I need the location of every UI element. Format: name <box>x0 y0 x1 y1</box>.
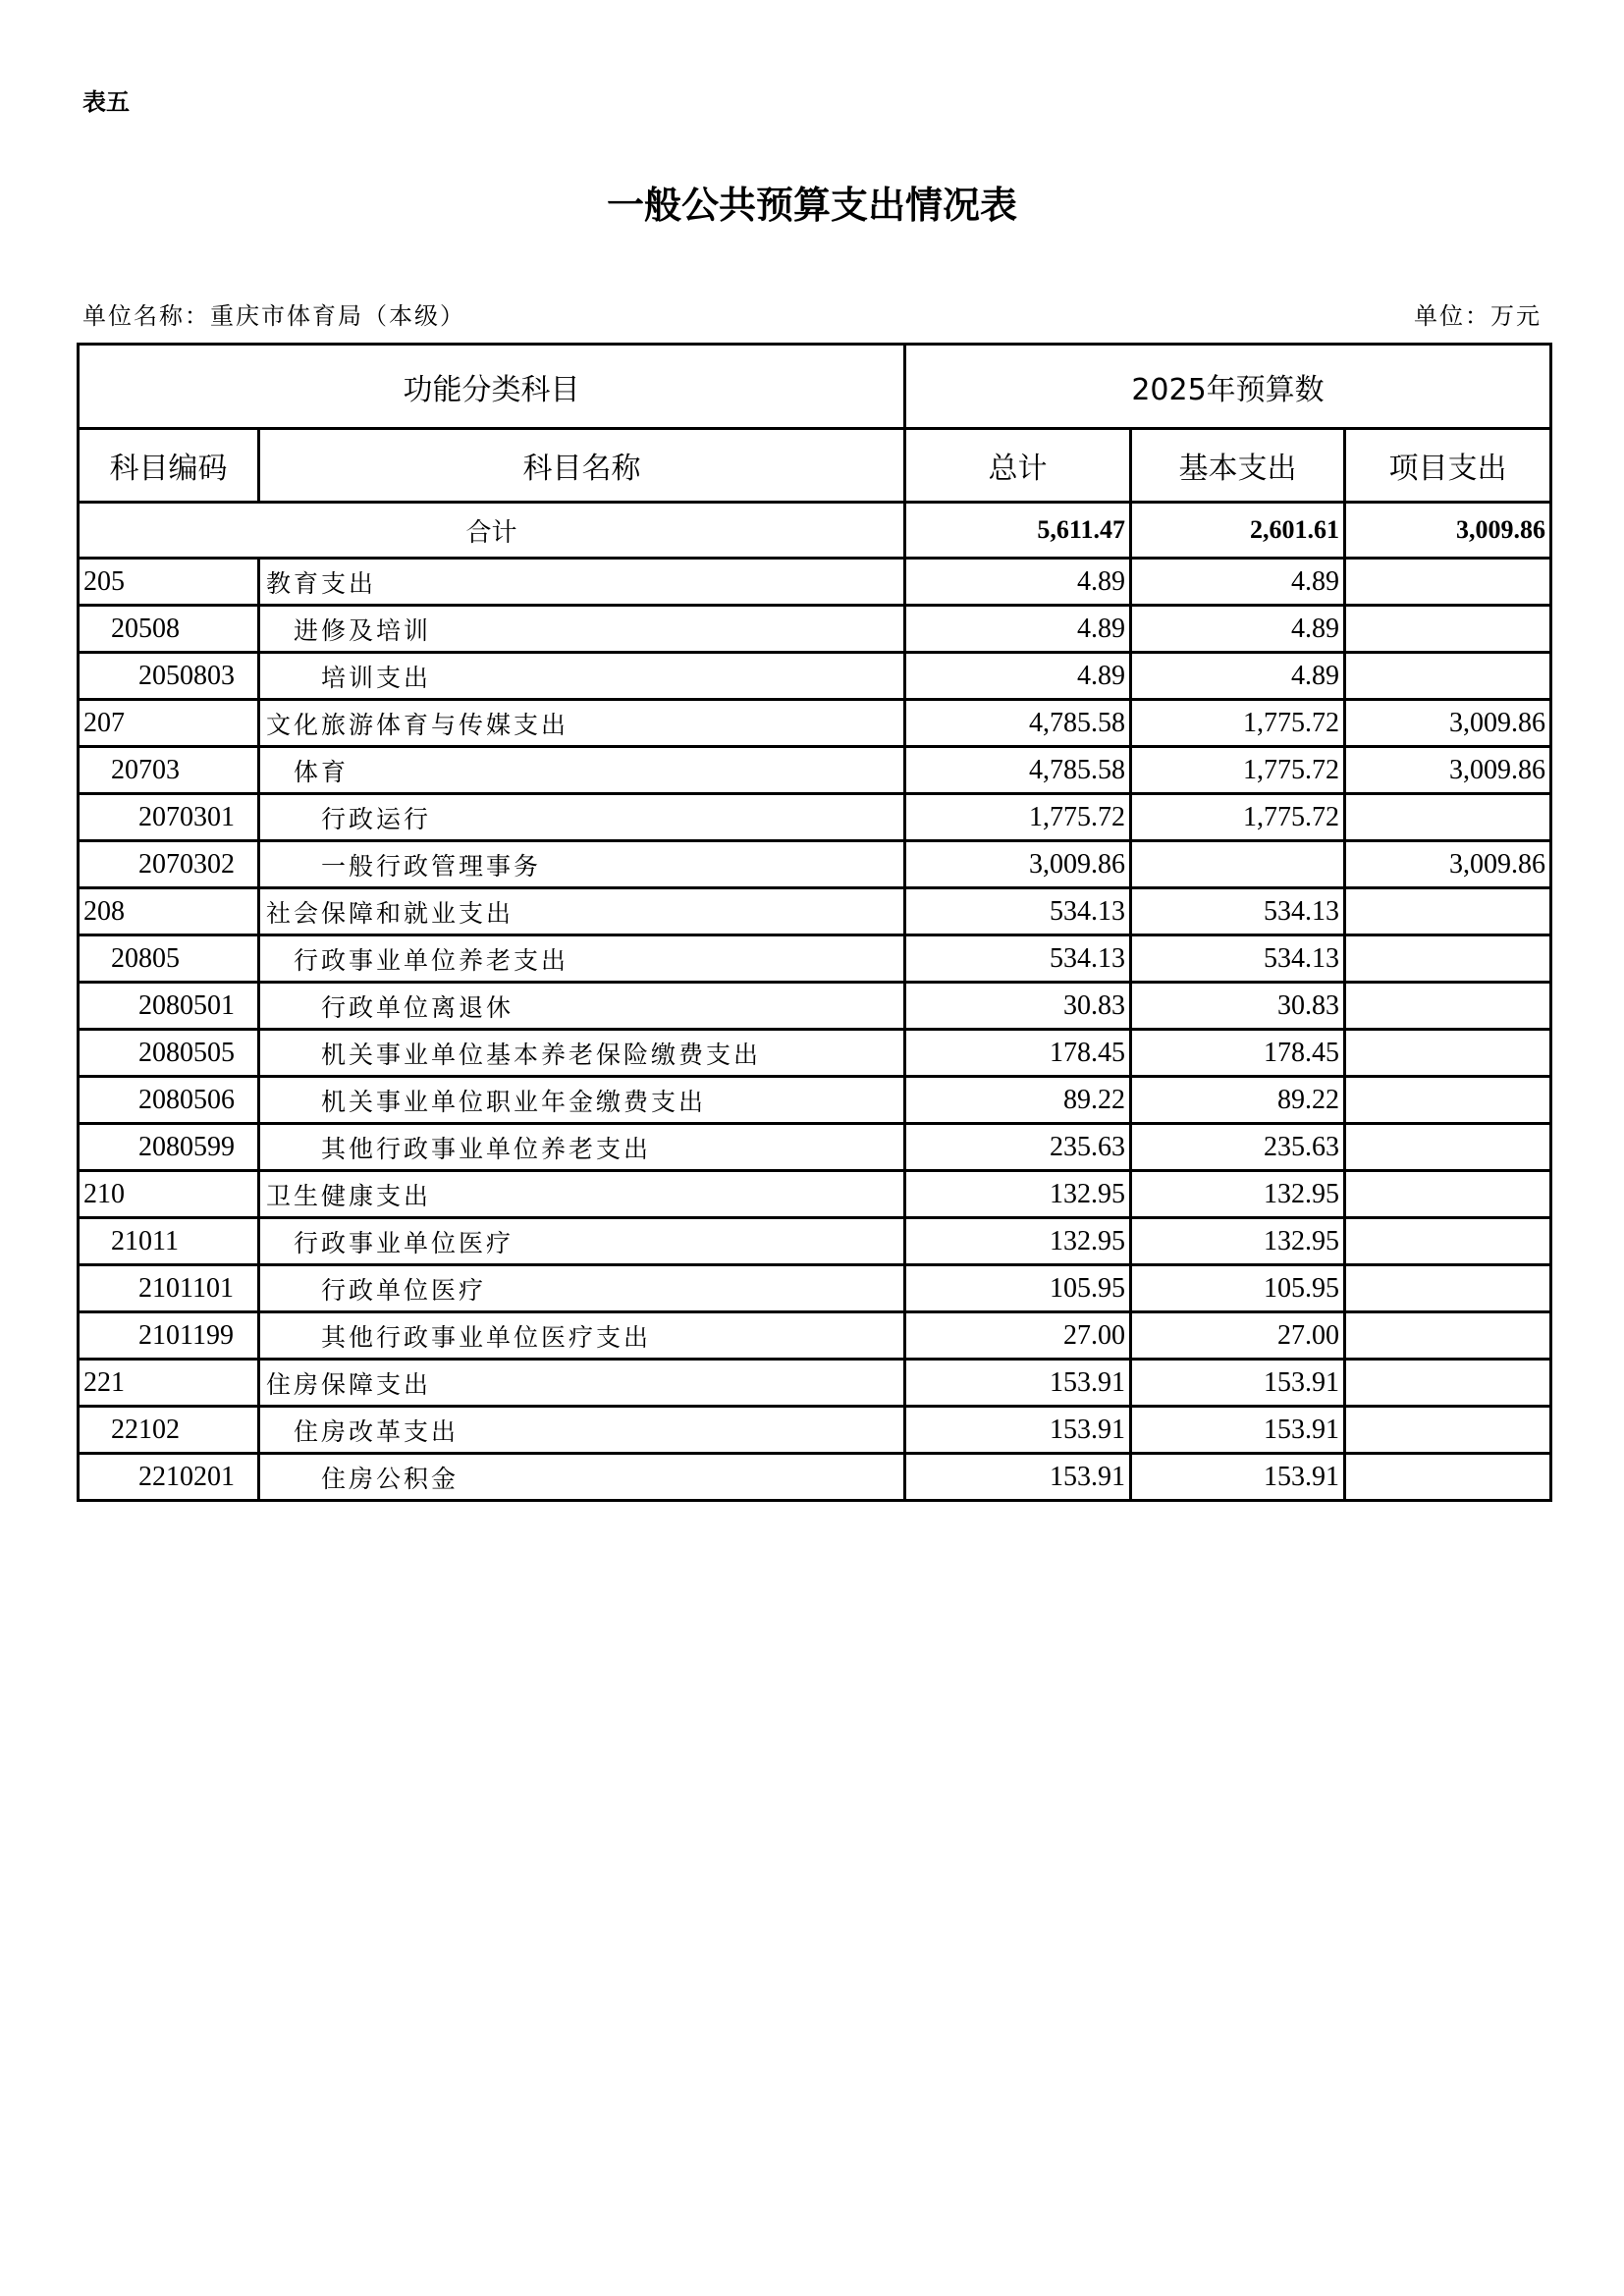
row-total: 4,785.58 <box>905 700 1131 747</box>
row-name: 行政事业单位医疗 <box>259 1218 905 1265</box>
row-code: 2101199 <box>79 1312 259 1360</box>
row-code: 21011 <box>79 1218 259 1265</box>
row-code: 2070302 <box>79 841 259 888</box>
total-basic: 2,601.61 <box>1131 503 1345 559</box>
table-row <box>79 1360 1551 1407</box>
row-project <box>1345 653 1551 700</box>
table-row <box>79 983 1551 1030</box>
table-row <box>79 1077 1551 1124</box>
row-basic: 132.95 <box>1131 1171 1345 1218</box>
row-project <box>1345 1124 1551 1171</box>
row-total: 4.89 <box>905 606 1131 653</box>
header-functional-classification: 功能分类科目 <box>79 345 905 429</box>
unit-name-label: 单位名称：重庆市体育局（本级） <box>82 302 465 330</box>
row-total: 27.00 <box>905 1312 1131 1360</box>
row-project <box>1345 1171 1551 1218</box>
table-number-label: 表五 <box>82 88 130 116</box>
table-row <box>79 794 1551 841</box>
row-code: 221 <box>79 1360 259 1407</box>
row-basic: 1,775.72 <box>1131 794 1345 841</box>
row-project <box>1345 888 1551 935</box>
row-code: 2080505 <box>79 1030 259 1077</box>
row-total: 534.13 <box>905 935 1131 983</box>
table-row <box>79 1312 1551 1360</box>
row-total: 1,775.72 <box>905 794 1131 841</box>
row-basic: 1,775.72 <box>1131 700 1345 747</box>
row-name: 其他行政事业单位养老支出 <box>259 1124 905 1171</box>
row-basic: 132.95 <box>1131 1218 1345 1265</box>
row-code: 20703 <box>79 747 259 794</box>
table-row <box>79 1407 1551 1454</box>
row-basic: 1,775.72 <box>1131 747 1345 794</box>
header-basic: 基本支出 <box>1131 429 1345 503</box>
row-code: 2070301 <box>79 794 259 841</box>
row-project: 3,009.86 <box>1345 747 1551 794</box>
row-name: 文化旅游体育与传媒支出 <box>259 700 905 747</box>
row-project <box>1345 1030 1551 1077</box>
row-code: 2080506 <box>79 1077 259 1124</box>
total-label: 合计 <box>79 503 905 559</box>
row-code: 2080501 <box>79 983 259 1030</box>
row-basic: 534.13 <box>1131 888 1345 935</box>
row-total: 153.91 <box>905 1454 1131 1501</box>
table-row <box>79 1030 1551 1077</box>
row-code: 2210201 <box>79 1454 259 1501</box>
row-basic: 4.89 <box>1131 559 1345 606</box>
row-basic: 105.95 <box>1131 1265 1345 1312</box>
row-basic: 89.22 <box>1131 1077 1345 1124</box>
row-total: 153.91 <box>905 1407 1131 1454</box>
table-row <box>79 606 1551 653</box>
table-row <box>79 747 1551 794</box>
row-basic: 235.63 <box>1131 1124 1345 1171</box>
total-row <box>79 503 1551 559</box>
table-row <box>79 841 1551 888</box>
header-total: 总计 <box>905 429 1131 503</box>
row-total: 235.63 <box>905 1124 1131 1171</box>
table-row <box>79 1171 1551 1218</box>
row-project <box>1345 935 1551 983</box>
row-name: 住房公积金 <box>259 1454 905 1501</box>
row-total: 132.95 <box>905 1171 1131 1218</box>
row-basic: 4.89 <box>1131 606 1345 653</box>
page-title: 一般公共预算支出情况表 <box>606 183 1017 227</box>
table-row <box>79 653 1551 700</box>
row-name: 机关事业单位基本养老保险缴费支出 <box>259 1030 905 1077</box>
row-total: 30.83 <box>905 983 1131 1030</box>
row-name: 进修及培训 <box>259 606 905 653</box>
row-project <box>1345 983 1551 1030</box>
row-total: 4,785.58 <box>905 747 1131 794</box>
row-code: 20805 <box>79 935 259 983</box>
row-name: 行政单位医疗 <box>259 1265 905 1312</box>
header-column-row <box>79 429 1551 503</box>
row-total: 153.91 <box>905 1360 1131 1407</box>
row-code: 2080599 <box>79 1124 259 1171</box>
row-name: 其他行政事业单位医疗支出 <box>259 1312 905 1360</box>
row-name: 住房改革支出 <box>259 1407 905 1454</box>
row-project <box>1345 606 1551 653</box>
row-project <box>1345 1407 1551 1454</box>
row-name: 行政单位离退休 <box>259 983 905 1030</box>
row-code: 2101101 <box>79 1265 259 1312</box>
row-project: 3,009.86 <box>1345 841 1551 888</box>
row-name: 社会保障和就业支出 <box>259 888 905 935</box>
currency-unit-label: 单位：万元 <box>1414 302 1542 330</box>
table-row <box>79 935 1551 983</box>
row-total: 105.95 <box>905 1265 1131 1312</box>
row-total: 132.95 <box>905 1218 1131 1265</box>
row-total: 4.89 <box>905 559 1131 606</box>
row-project <box>1345 1077 1551 1124</box>
table-row <box>79 1124 1551 1171</box>
header-group-row <box>79 345 1551 429</box>
row-name: 卫生健康支出 <box>259 1171 905 1218</box>
table-row <box>79 1454 1551 1501</box>
header-budget-2025: 2025年预算数 <box>905 345 1551 429</box>
total-project: 3,009.86 <box>1345 503 1551 559</box>
row-project <box>1345 1265 1551 1312</box>
row-basic <box>1131 841 1345 888</box>
row-basic: 534.13 <box>1131 935 1345 983</box>
row-name: 培训支出 <box>259 653 905 700</box>
row-basic: 153.91 <box>1131 1360 1345 1407</box>
row-basic: 178.45 <box>1131 1030 1345 1077</box>
row-basic: 4.89 <box>1131 653 1345 700</box>
row-code: 22102 <box>79 1407 259 1454</box>
row-name: 体育 <box>259 747 905 794</box>
header-code: 科目编码 <box>79 429 259 503</box>
row-name: 一般行政管理事务 <box>259 841 905 888</box>
row-basic: 30.83 <box>1131 983 1345 1030</box>
table-row <box>79 888 1551 935</box>
row-total: 178.45 <box>905 1030 1131 1077</box>
row-code: 208 <box>79 888 259 935</box>
row-total: 534.13 <box>905 888 1131 935</box>
row-name: 行政事业单位养老支出 <box>259 935 905 983</box>
row-name: 住房保障支出 <box>259 1360 905 1407</box>
budget-expenditure-table <box>77 343 1552 1502</box>
row-code: 205 <box>79 559 259 606</box>
row-code: 207 <box>79 700 259 747</box>
table-row <box>79 559 1551 606</box>
table-row <box>79 700 1551 747</box>
row-total: 89.22 <box>905 1077 1131 1124</box>
table-row <box>79 1265 1551 1312</box>
row-project <box>1345 1218 1551 1265</box>
row-name: 教育支出 <box>259 559 905 606</box>
row-code: 2050803 <box>79 653 259 700</box>
row-name: 行政运行 <box>259 794 905 841</box>
row-project <box>1345 559 1551 606</box>
row-name: 机关事业单位职业年金缴费支出 <box>259 1077 905 1124</box>
row-basic: 27.00 <box>1131 1312 1345 1360</box>
header-name: 科目名称 <box>259 429 905 503</box>
row-basic: 153.91 <box>1131 1407 1345 1454</box>
row-code: 20508 <box>79 606 259 653</box>
header-project: 项目支出 <box>1345 429 1551 503</box>
row-project <box>1345 1454 1551 1501</box>
row-project <box>1345 1312 1551 1360</box>
row-total: 4.89 <box>905 653 1131 700</box>
row-basic: 153.91 <box>1131 1454 1345 1501</box>
row-project <box>1345 1360 1551 1407</box>
row-total: 3,009.86 <box>905 841 1131 888</box>
row-project <box>1345 794 1551 841</box>
table-row <box>79 1218 1551 1265</box>
row-project: 3,009.86 <box>1345 700 1551 747</box>
total-total: 5,611.47 <box>905 503 1131 559</box>
row-code: 210 <box>79 1171 259 1218</box>
